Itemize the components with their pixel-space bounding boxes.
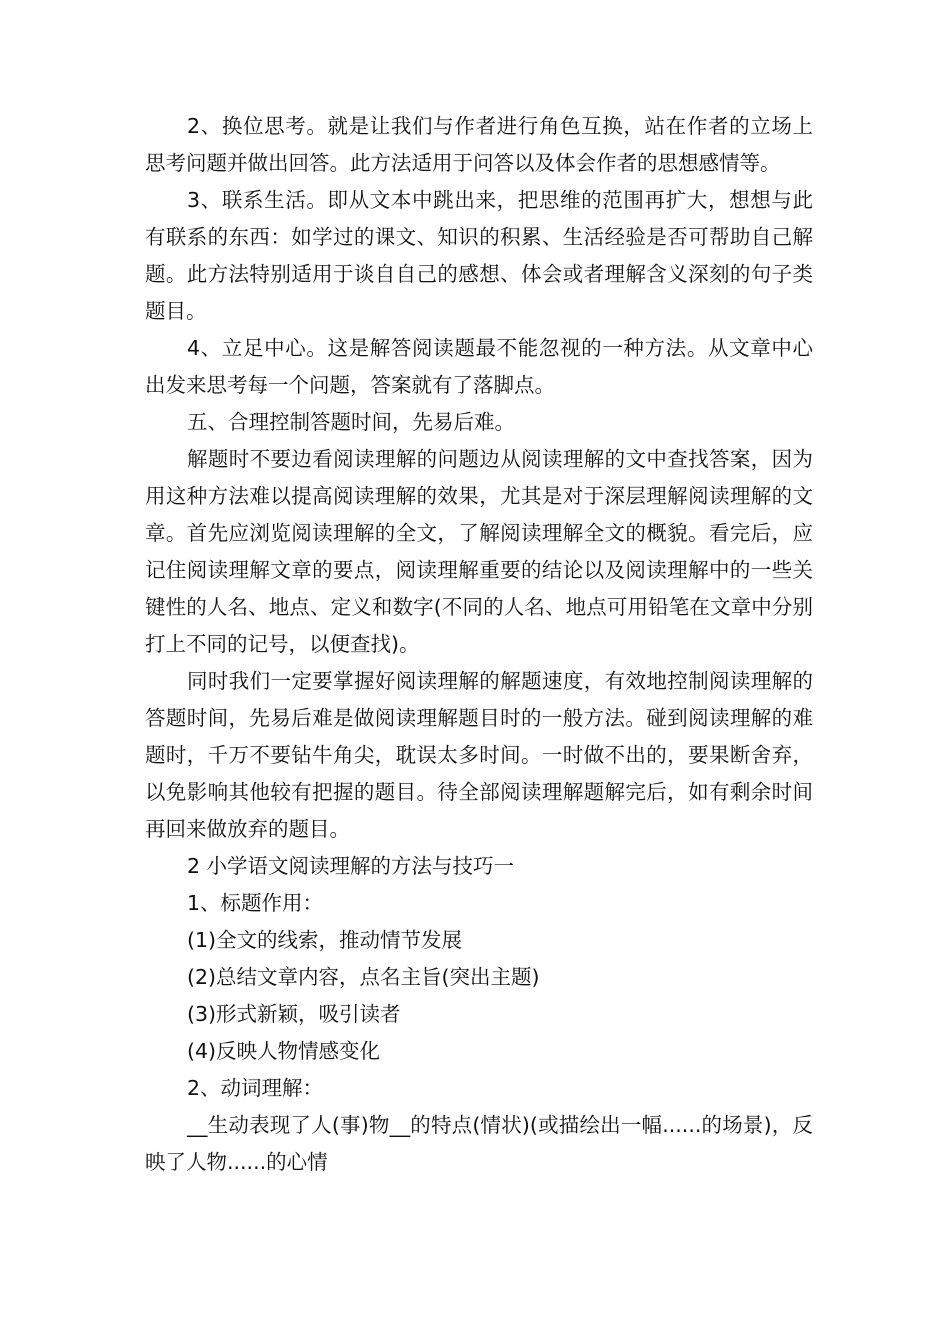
subheading-title-function: 1、标题作用：	[187, 891, 324, 915]
list-item-title-function-1: (1)全文的线索，推动情节发展	[187, 928, 463, 952]
document-body	[145, 108, 813, 1181]
paragraph-reading-approach: 解题时不要边看阅读理解的问题边从阅读理解的文中查找答案，因为用这种方法难以提高阅读理解的效果，尤其是对于深层理解阅读理解的文章。首先应浏览阅读理解的全文，了解阅读理解全文的概貌。看完后，应记住阅读理解文章的要点，阅读理解重要的结论以及阅读理解中的一些关键性的人名、地点、定义和数字(不同的人名、地点可用铅笔在文章中分别打上不同的记号，以便查找)。	[145, 447, 813, 656]
list-item-title-function-3: (3)形式新颖，吸引读者	[187, 1002, 401, 1026]
paragraph-method-central-idea: 4、立足中心。这是解答阅读题最不能忽视的一种方法。从文章中心出发来思考每一个问题，答案就有了落脚点。	[145, 336, 813, 397]
section-heading-time-control: 五、合理控制答题时间，先易后难。	[187, 410, 515, 434]
paragraph-method-perspective-swap: 2、换位思考。就是让我们与作者进行角色互换，站在作者的立场上思考问题并做出回答。此方法适用于问答以及体会作者的思想感情等。	[145, 114, 813, 175]
paragraph-method-connect-life: 3、联系生活。即从文本中跳出来，把思维的范围再扩大，想想与此有联系的东西：如学过的课文、知识的积累、生活经验是否可帮助自己解题。此方法特别适用于谈自自己的感想、体会或者理解含义深刻的句子类题目。	[145, 188, 813, 323]
subheading-verb-understanding: 2、动词理解：	[187, 1076, 324, 1100]
section-heading-methods-tips: 2 小学语文阅读理解的方法与技巧一	[187, 854, 515, 878]
list-item-title-function-4: (4)反映人物情感变化	[187, 1039, 381, 1063]
list-item-title-function-2: (2)总结文章内容，点名主旨(突出主题)	[187, 965, 540, 989]
paragraph-answer-speed: 同时我们一定要掌握好阅读理解的解题速度，有效地控制阅读理解的答题时间，先易后难是做阅读理解题目时的一般方法。碰到阅读理解的难题时，千万不要钻牛角尖，耽误太多时间。一时做不出的，要果断舍弃，以免影响其他较有把握的题目。待全部阅读理解题解完后，如有剩余时间再回来做放弃的题目。	[145, 669, 813, 841]
paragraph-verb-template: __生动表现了人(事)物__的特点(情状)(或描绘出一幅......的场景)，反映了人物......的心情	[145, 1113, 813, 1174]
